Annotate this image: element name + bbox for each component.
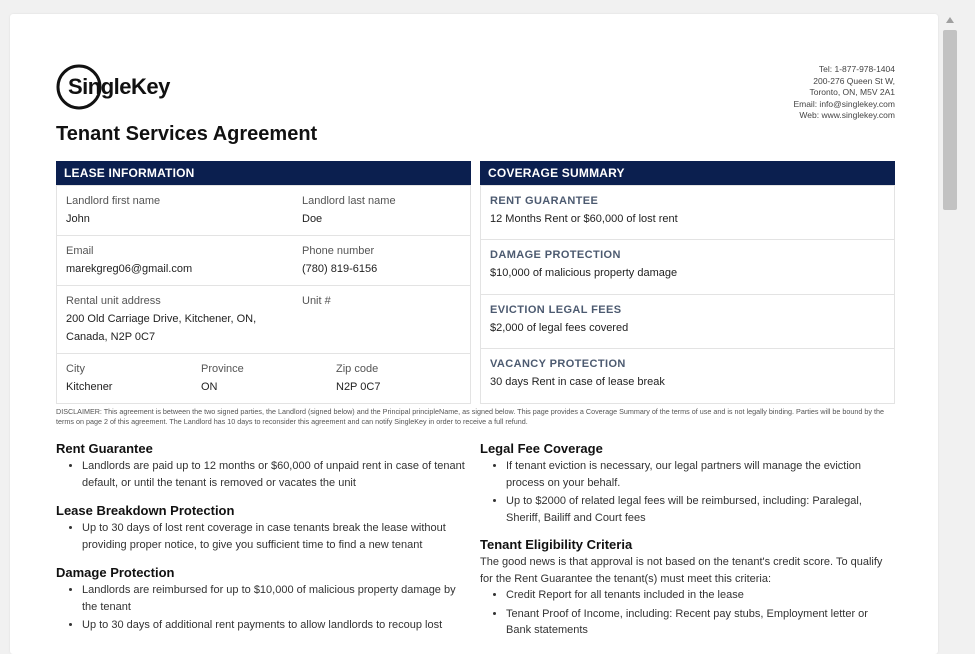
- coverage-summary-header: COVERAGE SUMMARY: [480, 161, 895, 185]
- list-item: • Landlords are paid up to 12 months or $60,000 of unpaid rent in case of tenant default, or until the tenant is removed or vacates the unit: [82, 458, 466, 491]
- list-item: • Landlords are reimbursed for up to $10,000 of malicious property damage by the tenant: [82, 582, 472, 615]
- section-tenant-eligibility: [480, 537, 890, 641]
- landlord-first-name-label: Landlord first name: [66, 195, 161, 207]
- disclaimer-text: DISCLAIMER: This agreement is between the two signed parties, the Landlord (signed below) and the Principal principleName, as signed below. This page provides a Coverage Summary of the terms of use and is not legally binding. Parties will be bound by the terms on page 2 of this agreement. The Landlord has 10 days to reconsider this agreement and can notify SingleKey in order to receive a full refund.: [56, 407, 884, 426]
- rental-address-line1: 200 Old Carriage Drive, Kitchener, ON,: [66, 313, 257, 325]
- coverage-label: RENT GUARANTEE: [490, 195, 599, 207]
- bullet-list: [56, 458, 466, 491]
- lease-row-contact: [56, 235, 471, 286]
- coverage-value: 30 days Rent in case of lease break: [490, 376, 665, 388]
- landlord-last-name-label: Landlord last name: [302, 195, 396, 207]
- city-value: Kitchener: [66, 381, 113, 393]
- scrollbar-thumb[interactable]: [943, 30, 957, 210]
- list-item: • Up to 30 days of lost rent coverage in case tenants break the lease without providing proper notice, to give you sufficient time to find a new tenant: [82, 520, 466, 553]
- bullet-list: [56, 582, 472, 634]
- section-title: Rent Guarantee: [56, 441, 153, 456]
- city-label: City: [66, 363, 85, 375]
- coverage-value: $10,000 of malicious property damage: [490, 267, 678, 279]
- scroll-up-arrow-icon[interactable]: [946, 17, 954, 23]
- bullet-list: [480, 587, 890, 639]
- zip-label: Zip code: [336, 363, 379, 375]
- contact-block: [793, 64, 895, 122]
- coverage-item-eviction-legal-fees: [480, 294, 895, 349]
- contact-email: Email: info@singlekey.com: [793, 98, 895, 109]
- coverage-label: VACANCY PROTECTION: [490, 358, 626, 370]
- rental-address-line2: Canada, N2P 0C7: [66, 331, 156, 343]
- logo-wordmark: SingleKey: [68, 74, 170, 99]
- lease-row-address: [56, 285, 471, 354]
- section-title: Damage Protection: [56, 565, 175, 580]
- section-intro: The good news is that approval is not based on the tenant's credit score. To qualify for the Rent Guarantee the tenant(s) must meet this criteria:: [480, 556, 883, 585]
- contact-tel: Tel: 1-877-978-1404: [818, 64, 895, 74]
- province-value: ON: [201, 381, 218, 393]
- section-legal-fee-coverage: [480, 441, 890, 528]
- list-item: • If tenant eviction is necessary, our legal partners will manage the eviction process on your behalf.: [506, 458, 890, 491]
- email-label: Email: [66, 245, 94, 257]
- list-item: • Credit Report for all tenants included in the lease: [506, 587, 890, 604]
- lease-row-landlord-name: [56, 185, 471, 236]
- zip-value: N2P 0C7: [336, 381, 381, 393]
- landlord-last-name-value: Doe: [302, 213, 323, 225]
- section-lease-breakdown: [56, 503, 466, 555]
- contact-address-line1: 200-276 Queen St W,: [813, 75, 895, 86]
- contact-address-line2: Toronto, ON, M5V 2A1: [809, 87, 895, 97]
- list-item: • Up to $2000 of related legal fees will be reimbursed, including: Paralegal, Sheriff, Bailiff and Court fees: [506, 493, 890, 526]
- list-item: • Up to 30 days of additional rent payments to allow landlords to recoup lost: [82, 617, 472, 634]
- coverage-label: EVICTION LEGAL FEES: [490, 304, 622, 316]
- email-value: marekgreg06@gmail.com: [66, 263, 193, 275]
- province-label: Province: [201, 363, 244, 375]
- section-title: Lease Breakdown Protection: [56, 503, 235, 518]
- rental-address-label: Rental unit address: [66, 295, 161, 307]
- coverage-item-vacancy-protection: [480, 348, 895, 404]
- page-title: Tenant Services Agreement: [56, 123, 318, 145]
- bullet-list: [56, 520, 466, 553]
- lease-row-location: [56, 353, 471, 404]
- coverage-item-damage-protection: [480, 239, 895, 295]
- phone-value: (780) 819-6156: [302, 263, 378, 275]
- coverage-value: $2,000 of legal fees covered: [490, 322, 629, 334]
- unit-label: Unit #: [302, 295, 331, 307]
- coverage-item-rent-guarantee: [480, 185, 895, 240]
- list-item: • Tenant Proof of Income, including: Recent pay stubs, Employment letter or Bank statements: [506, 606, 890, 639]
- bullet-list: [480, 458, 890, 526]
- agreement-page: [10, 14, 938, 654]
- coverage-label: DAMAGE PROTECTION: [490, 249, 621, 261]
- landlord-first-name-value: John: [66, 213, 90, 225]
- section-title: Tenant Eligibility Criteria: [480, 537, 633, 552]
- section-damage-protection: [56, 565, 472, 636]
- section-rent-guarantee: [56, 441, 466, 493]
- lease-info-header: LEASE INFORMATION: [56, 161, 471, 185]
- contact-web: Web: www.singlekey.com: [799, 110, 895, 120]
- phone-label: Phone number: [302, 245, 375, 257]
- coverage-value: 12 Months Rent or $60,000 of lost rent: [490, 213, 678, 225]
- section-title: Legal Fee Coverage: [480, 441, 603, 456]
